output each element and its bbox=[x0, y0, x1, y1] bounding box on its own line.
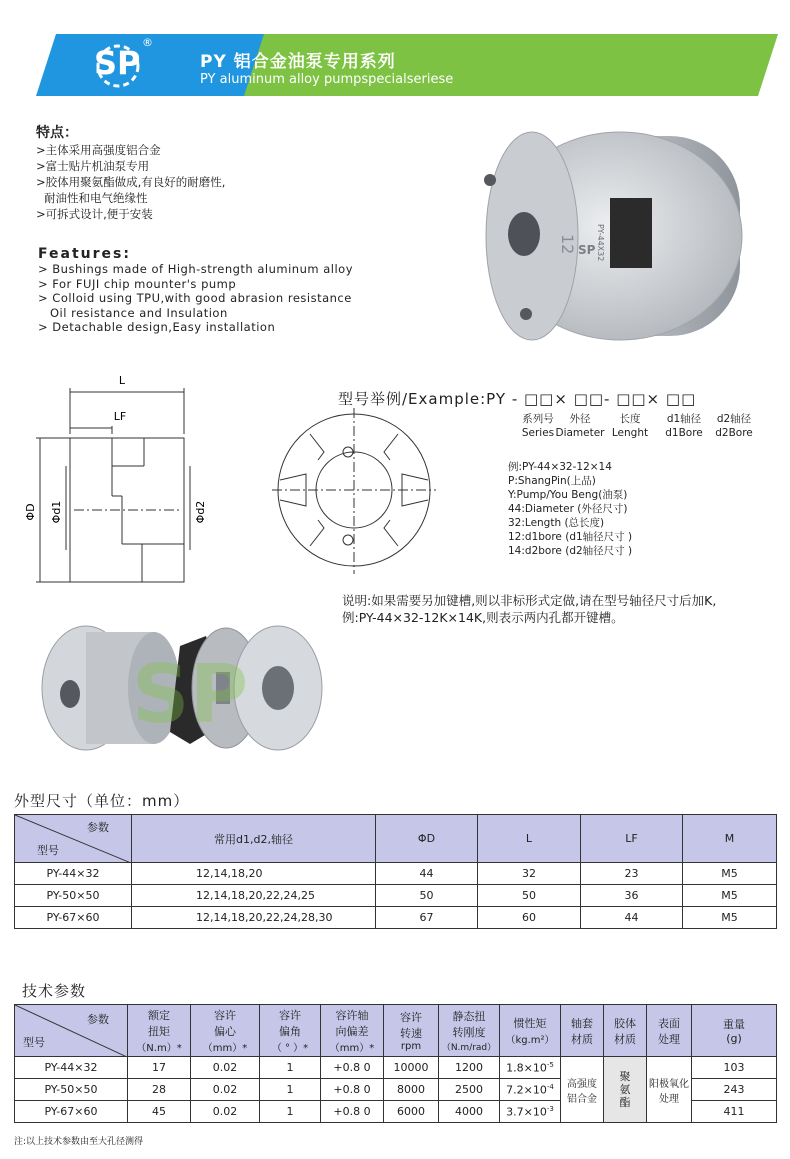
example-col-length bbox=[602, 412, 658, 440]
tech-header-line: （ ° ）* bbox=[271, 1043, 309, 1054]
tech-cell: 8000 bbox=[384, 1079, 439, 1101]
tech-header-line: 转速 bbox=[400, 1027, 422, 1040]
tech-header-line: 容许轴 bbox=[335, 1009, 369, 1022]
tech-cell: 17 bbox=[128, 1057, 191, 1079]
tech-footnote: 注:以上技术参数由至大孔径测得 bbox=[14, 1137, 144, 1147]
features-cn-line: >可拆式设计,便于安装 bbox=[36, 207, 153, 221]
tech-header-line: 轴套 bbox=[571, 1016, 593, 1030]
tech-cell: 0.02 bbox=[191, 1101, 260, 1123]
tech-header-line: （N.m/rad） bbox=[441, 1043, 497, 1053]
features-en-heading: Features: bbox=[38, 246, 131, 262]
example-line: 例:PY-44×32-12×14 bbox=[508, 461, 612, 473]
dims-table-corner bbox=[15, 815, 132, 863]
example-col-diameter bbox=[550, 412, 610, 440]
dims-cell: 50 bbox=[478, 885, 581, 907]
dims-cell: 23 bbox=[581, 863, 683, 885]
surface-treatment: 阳极氧化处理 bbox=[649, 1078, 689, 1105]
features-cn bbox=[36, 122, 225, 222]
tech-cell bbox=[500, 1101, 561, 1123]
exploded-product-photo bbox=[30, 612, 330, 764]
table-row bbox=[15, 907, 777, 929]
product-size-marking: 12 bbox=[558, 234, 577, 255]
dims-table bbox=[14, 814, 777, 929]
tech-header-line: 表面 bbox=[658, 1016, 680, 1030]
dim-L-label: L bbox=[118, 374, 126, 387]
keyway-note-line: 说明:如果需要另加键槽,则以非标形式定做,请在型号轴径尺寸后加K, bbox=[342, 593, 717, 608]
tech-cell: +0.8 0 bbox=[321, 1079, 384, 1101]
tech-header-line: （mm）* bbox=[329, 1043, 375, 1054]
example-col-en: Series bbox=[521, 427, 555, 439]
dims-header: L bbox=[478, 815, 581, 863]
tech-header bbox=[191, 1005, 260, 1057]
tech-header bbox=[647, 1005, 692, 1057]
watermark-logo: SP bbox=[131, 648, 249, 741]
example-col-en: d2Bore bbox=[715, 427, 753, 439]
dims-header: M bbox=[683, 815, 777, 863]
tech-header-line: rpm bbox=[400, 1041, 422, 1052]
table-row bbox=[15, 1057, 777, 1079]
tech-header-line: 胶体 bbox=[614, 1016, 636, 1030]
tech-header-line: 容许 bbox=[214, 1009, 236, 1022]
tech-header-line: 材质 bbox=[571, 1032, 593, 1046]
tech-header bbox=[128, 1005, 191, 1057]
dims-header: 常用d1,d2,轴径 bbox=[132, 815, 376, 863]
dims-corner-top: 参数 bbox=[87, 821, 109, 834]
tech-header-line: 重量 bbox=[723, 1018, 745, 1031]
tech-header-line: （N.m）* bbox=[136, 1043, 182, 1054]
dims-corner-bottom: 型号 bbox=[37, 844, 59, 857]
tech-cell: 1 bbox=[260, 1079, 321, 1101]
tech-cell: 45 bbox=[128, 1101, 191, 1123]
tech-header bbox=[384, 1005, 439, 1057]
features-en-line: > For FUJI chip mounter's pump bbox=[38, 276, 237, 291]
tech-header-line: (g) bbox=[726, 1032, 742, 1045]
tech-header-line: 处理 bbox=[658, 1032, 680, 1046]
features-cn-line: >主体采用高强度铝合金 bbox=[36, 143, 161, 157]
tech-cell: +0.8 0 bbox=[321, 1057, 384, 1079]
inertia-value: 1.8×10 bbox=[506, 1061, 547, 1075]
tech-header-line: 转刚度 bbox=[452, 1026, 486, 1039]
tech-cell: 2500 bbox=[439, 1079, 500, 1101]
dims-cell: 44 bbox=[581, 907, 683, 929]
dims-cell: 50 bbox=[376, 885, 478, 907]
example-heading: 型号举例/Example:PY - □□× □□- □□× □□ bbox=[338, 390, 697, 408]
example-line: 14:d2bore (d2轴径尺寸 ) bbox=[508, 545, 633, 557]
tech-corner-top: 参数 bbox=[87, 1013, 109, 1026]
tech-header-line: 偏角 bbox=[279, 1025, 301, 1038]
logo: SP bbox=[94, 44, 141, 82]
keyway-note bbox=[342, 592, 788, 626]
tech-cell: 6000 bbox=[384, 1101, 439, 1123]
side-view-drawing bbox=[14, 362, 219, 602]
features-cn-heading: 特点： bbox=[36, 125, 78, 141]
tech-header-line: 偏心 bbox=[214, 1025, 236, 1038]
dims-cell: M5 bbox=[683, 863, 777, 885]
tech-header bbox=[692, 1005, 777, 1057]
dims-cell: PY-67×60 bbox=[15, 907, 132, 929]
dims-cell: 12,14,18,20 bbox=[132, 863, 376, 885]
example-line: Y:Pump/You Beng(油泵) bbox=[508, 489, 628, 501]
dims-cell: 44 bbox=[376, 863, 478, 885]
dims-header: ΦD bbox=[376, 815, 478, 863]
tech-cell: PY-67×60 bbox=[15, 1101, 128, 1123]
features-cn-line: >胶体用聚氨酯做成,有良好的耐磨性, bbox=[36, 175, 226, 189]
features-en bbox=[38, 246, 353, 335]
example-line: 32:Length (总长度) bbox=[508, 517, 605, 529]
tech-cell: +0.8 0 bbox=[321, 1101, 384, 1123]
example-col-d2 bbox=[708, 412, 760, 440]
tech-cell: 10000 bbox=[384, 1057, 439, 1079]
example-col-cn: 长度 bbox=[619, 413, 641, 425]
tech-corner-bottom: 型号 bbox=[23, 1036, 45, 1049]
body-material: 聚氨酯 bbox=[619, 1070, 631, 1109]
registered-mark: ® bbox=[142, 36, 153, 49]
dims-header: LF bbox=[581, 815, 683, 863]
corner-diagonal bbox=[15, 815, 131, 863]
dims-cell: PY-44×32 bbox=[15, 863, 132, 885]
features-cn-line: 耐油性和电气绝缘性 bbox=[44, 191, 148, 205]
dim-LF-label: LF bbox=[113, 410, 127, 423]
tech-cell: 28 bbox=[128, 1079, 191, 1101]
tech-cell: 4000 bbox=[439, 1101, 500, 1123]
tech-cell: PY-50×50 bbox=[15, 1079, 128, 1101]
tech-header bbox=[260, 1005, 321, 1057]
tech-header-line: 容许 bbox=[400, 1011, 422, 1024]
sleeve-material-cell bbox=[561, 1057, 604, 1123]
tech-cell: 1 bbox=[260, 1101, 321, 1123]
example-col-en: d1Bore bbox=[665, 427, 703, 439]
tech-header-line: 材质 bbox=[614, 1032, 636, 1046]
surface-cell bbox=[647, 1057, 692, 1123]
page-title: PY 铝合金油泵专用系列 bbox=[200, 52, 396, 72]
tech-header bbox=[321, 1005, 384, 1057]
tech-table-title: 技术参数 bbox=[22, 982, 87, 1000]
dim-d1-label: Φd1 bbox=[50, 500, 63, 524]
features-en-line: Oil resistance and Insulation bbox=[50, 305, 228, 320]
features-en-line: > Colloid using TPU,with good abrasion resistance bbox=[38, 291, 352, 305]
example-col-en: Lenght bbox=[611, 427, 649, 439]
body-material-cell bbox=[604, 1057, 647, 1123]
tech-header bbox=[439, 1005, 500, 1057]
keyway-note-line: 例:PY-44×32-12K×14K,则表示两内孔都开键槽。 bbox=[342, 610, 624, 625]
inertia-value: 3.7×10 bbox=[506, 1105, 547, 1119]
dims-cell: 12,14,18,20,22,24,28,30 bbox=[132, 907, 376, 929]
tech-header-line: （mm）* bbox=[202, 1043, 248, 1054]
tech-cell: 1 bbox=[260, 1057, 321, 1079]
features-en-line: > Bushings made of High-strength aluminum alloy bbox=[38, 262, 354, 276]
example-col-cn: d2轴径 bbox=[716, 413, 752, 425]
dims-cell: 32 bbox=[478, 863, 581, 885]
example-line: 44:Diameter (外径尺寸) bbox=[508, 503, 628, 515]
dims-cell: 60 bbox=[478, 907, 581, 929]
tech-table-corner bbox=[15, 1005, 128, 1057]
tech-cell: 1200 bbox=[439, 1057, 500, 1079]
tech-cell bbox=[500, 1057, 561, 1079]
tech-cell: 103 bbox=[692, 1057, 777, 1079]
inertia-value: 7.2×10 bbox=[506, 1083, 547, 1097]
page-subtitle: PY aluminum alloy pumpspecialseriese bbox=[200, 72, 454, 87]
product-logo-marking: SP bbox=[578, 243, 596, 257]
tech-header-line: （kg.m²） bbox=[505, 1035, 555, 1046]
tech-cell bbox=[500, 1079, 561, 1101]
table-row bbox=[15, 863, 777, 885]
tech-header bbox=[604, 1005, 647, 1057]
features-cn-line: >富士贴片机油泵专用 bbox=[36, 159, 150, 173]
inertia-exponent: -5 bbox=[546, 1060, 554, 1069]
table-row bbox=[15, 885, 777, 907]
tech-cell: PY-44×32 bbox=[15, 1057, 128, 1079]
example-col-cn: 外径 bbox=[569, 413, 591, 425]
example-col-en: Diameter bbox=[555, 427, 605, 439]
product-photo bbox=[470, 118, 780, 348]
tech-header-line: 容许 bbox=[279, 1009, 301, 1022]
example-col-d1 bbox=[658, 412, 710, 440]
dims-cell: M5 bbox=[683, 885, 777, 907]
tech-table bbox=[14, 1004, 777, 1123]
tech-header bbox=[500, 1005, 561, 1057]
dims-cell: M5 bbox=[683, 907, 777, 929]
tech-header-line: 扭矩 bbox=[148, 1025, 170, 1038]
tech-header bbox=[561, 1005, 604, 1057]
example-line: P:ShangPin(上品) bbox=[508, 475, 596, 487]
features-en-line: > Detachable design,Easy installation bbox=[38, 320, 276, 334]
tech-header-line: 惯性矩 bbox=[513, 1017, 547, 1030]
tech-cell: 243 bbox=[692, 1079, 777, 1101]
example-line: 12:d1bore (d1轴径尺寸 ) bbox=[508, 531, 633, 543]
example-col-cn: 系列号 bbox=[522, 413, 554, 425]
dims-cell: 67 bbox=[376, 907, 478, 929]
dims-cell: PY-50×50 bbox=[15, 885, 132, 907]
tech-header-line: 向偏差 bbox=[335, 1025, 369, 1038]
tech-cell: 0.02 bbox=[191, 1079, 260, 1101]
example-col-cn: d1轴径 bbox=[666, 413, 702, 425]
tech-cell: 411 bbox=[692, 1101, 777, 1123]
inertia-exponent: -4 bbox=[546, 1082, 554, 1091]
dims-cell: 36 bbox=[581, 885, 683, 907]
dims-table-title: 外型尺寸（单位：mm） bbox=[14, 792, 190, 810]
tech-cell: 0.02 bbox=[191, 1057, 260, 1079]
front-view-drawing bbox=[268, 394, 438, 580]
sleeve-material: 高强度铝合金 bbox=[567, 1078, 597, 1105]
product-code-marking: PY-44X32 bbox=[596, 224, 605, 262]
dim-D-label: ΦD bbox=[24, 503, 37, 521]
tech-header-line: 静态扭 bbox=[452, 1010, 486, 1023]
tech-header-line: 额定 bbox=[148, 1009, 170, 1022]
inertia-exponent: -3 bbox=[546, 1104, 554, 1113]
dims-cell: 12,14,18,20,22,24,25 bbox=[132, 885, 376, 907]
example-explanation bbox=[508, 460, 632, 558]
dim-d2-label: Φd2 bbox=[194, 500, 207, 524]
